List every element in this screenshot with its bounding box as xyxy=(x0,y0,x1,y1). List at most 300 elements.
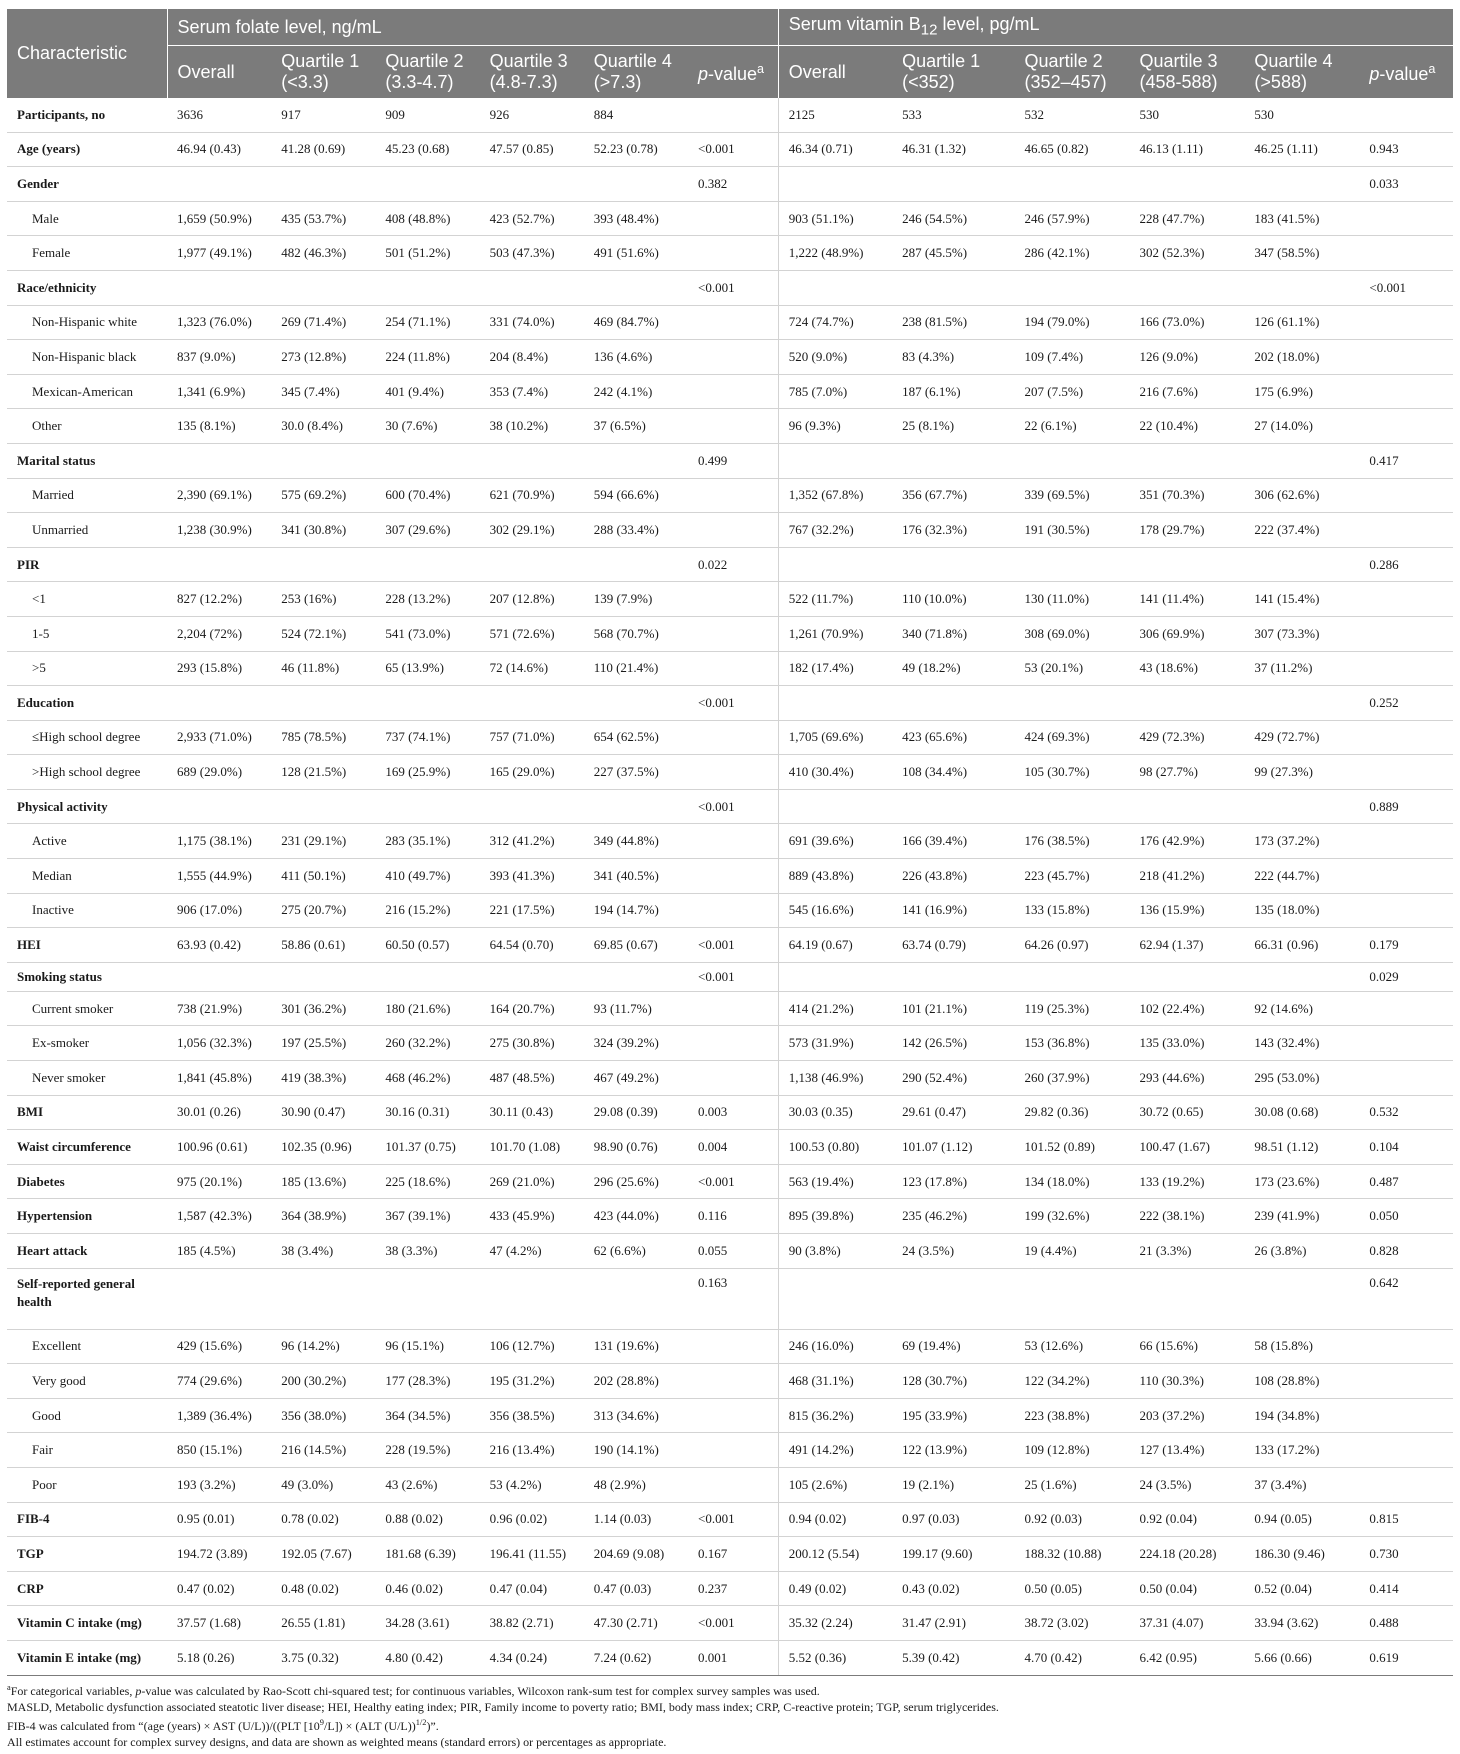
table-cell: 110 (21.4%) xyxy=(584,651,688,686)
table-cell: 393 (41.3%) xyxy=(480,859,584,894)
table-cell: 1,389 (36.4%) xyxy=(167,1398,271,1433)
row-label: Heart attack xyxy=(7,1234,167,1269)
table-cell: 0.488 xyxy=(1359,1606,1453,1641)
row-label: CRP xyxy=(7,1571,167,1606)
table-cell: 837 (9.0%) xyxy=(167,340,271,375)
table-cell: 38.72 (3.02) xyxy=(1015,1606,1130,1641)
table-cell: 64.54 (0.70) xyxy=(480,928,584,963)
row-label: BMI xyxy=(7,1095,167,1130)
table-cell: 364 (34.5%) xyxy=(375,1398,479,1433)
table-cell: 69 (19.4%) xyxy=(892,1329,1014,1364)
table-cell: 1,352 (67.8%) xyxy=(778,478,892,513)
table-cell: 173 (37.2%) xyxy=(1244,824,1359,859)
table-cell: 0.46 (0.02) xyxy=(375,1571,479,1606)
table-cell xyxy=(688,755,778,790)
table-row xyxy=(7,270,1453,305)
table-cell xyxy=(1129,443,1244,478)
table-cell xyxy=(584,547,688,582)
table-cell: 108 (34.4%) xyxy=(892,755,1014,790)
table-cell: 0.50 (0.04) xyxy=(1129,1571,1244,1606)
table-cell xyxy=(1359,893,1453,928)
table-container xyxy=(7,9,1453,1750)
header-folate-p: p xyxy=(697,64,708,84)
table-cell: 83 (4.3%) xyxy=(892,340,1014,375)
table-cell: 35.32 (2.24) xyxy=(778,1606,892,1641)
table-cell xyxy=(1359,1433,1453,1468)
table-cell xyxy=(167,1268,271,1329)
table-cell: 827 (12.2%) xyxy=(167,582,271,617)
table-cell: 482 (46.3%) xyxy=(271,236,375,271)
table-cell: 31.47 (2.91) xyxy=(892,1606,1014,1641)
table-cell: 0.95 (0.01) xyxy=(167,1502,271,1537)
table-cell: 917 xyxy=(271,98,375,132)
footnote-3-b: /L]) × (ALT (U/L)) xyxy=(323,1718,416,1733)
table-cell: 165 (29.0%) xyxy=(480,755,584,790)
table-cell: 6.42 (0.95) xyxy=(1129,1640,1244,1675)
footnote-1-p: p xyxy=(135,1683,142,1698)
table-row xyxy=(7,789,1453,824)
table-cell: 100.53 (0.80) xyxy=(778,1130,892,1165)
table-cell: 594 (66.6%) xyxy=(584,478,688,513)
table-cell: 228 (19.5%) xyxy=(375,1433,479,1468)
table-row xyxy=(7,686,1453,721)
table-cell xyxy=(584,1268,688,1329)
table-cell: 225 (18.6%) xyxy=(375,1164,479,1199)
table-cell xyxy=(1359,201,1453,236)
table-cell xyxy=(778,789,892,824)
header-folate-q1: Quartile 1 (<3.3) xyxy=(271,46,375,99)
table-cell: 27 (14.0%) xyxy=(1244,409,1359,444)
table-cell: 331 (74.0%) xyxy=(480,305,584,340)
table-cell: 194 (79.0%) xyxy=(1015,305,1130,340)
table-cell: 63.74 (0.79) xyxy=(892,928,1014,963)
table-cell: 5.18 (0.26) xyxy=(167,1640,271,1675)
table-row xyxy=(7,132,1453,167)
table-cell: 293 (44.6%) xyxy=(1129,1061,1244,1096)
table-cell xyxy=(1015,789,1130,824)
table-cell: 196.41 (11.55) xyxy=(480,1537,584,1572)
table-cell: <0.001 xyxy=(688,928,778,963)
header-folate-q3: Quartile 3 (4.8-7.3) xyxy=(480,46,584,99)
header-b12-p: p xyxy=(1369,64,1380,84)
table-row xyxy=(7,1571,1453,1606)
table-cell: 275 (30.8%) xyxy=(480,1026,584,1061)
table-cell xyxy=(1015,962,1130,991)
table-cell xyxy=(271,547,375,582)
table-cell: 774 (29.6%) xyxy=(167,1364,271,1399)
table-cell: 0.48 (0.02) xyxy=(271,1571,375,1606)
table-cell: 408 (48.8%) xyxy=(375,201,479,236)
table-cell: 105 (30.7%) xyxy=(1015,755,1130,790)
table-cell: 52.23 (0.78) xyxy=(584,132,688,167)
table-cell: 204 (8.4%) xyxy=(480,340,584,375)
row-label: FIB-4 xyxy=(7,1502,167,1537)
table-cell: 58.86 (0.61) xyxy=(271,928,375,963)
table-cell: 96 (9.3%) xyxy=(778,409,892,444)
table-cell: 126 (61.1%) xyxy=(1244,305,1359,340)
table-cell: 884 xyxy=(584,98,688,132)
table-cell: 600 (70.4%) xyxy=(375,478,479,513)
table-cell: 4.34 (0.24) xyxy=(480,1640,584,1675)
table-cell xyxy=(778,686,892,721)
table-cell xyxy=(1359,755,1453,790)
table-cell: 423 (44.0%) xyxy=(584,1199,688,1234)
table-cell: 0.179 xyxy=(1359,928,1453,963)
table-cell: 1,138 (46.9%) xyxy=(778,1061,892,1096)
row-label: Vitamin C intake (mg) xyxy=(7,1606,167,1641)
table-cell: 286 (42.1%) xyxy=(1015,236,1130,271)
table-cell: 1,056 (32.3%) xyxy=(167,1026,271,1061)
table-cell: 1,841 (45.8%) xyxy=(167,1061,271,1096)
table-cell: 177 (28.3%) xyxy=(375,1364,479,1399)
table-cell xyxy=(1244,789,1359,824)
table-cell: 64.26 (0.97) xyxy=(1015,928,1130,963)
table-cell xyxy=(688,1467,778,1502)
table-cell: 176 (38.5%) xyxy=(1015,824,1130,859)
table-cell xyxy=(480,547,584,582)
table-cell: 0.286 xyxy=(1359,547,1453,582)
table-cell xyxy=(688,1364,778,1399)
table-cell xyxy=(688,98,778,132)
table-cell: 221 (17.5%) xyxy=(480,893,584,928)
table-row xyxy=(7,1364,1453,1399)
table-cell: 30.16 (0.31) xyxy=(375,1095,479,1130)
table-cell: 38 (3.3%) xyxy=(375,1234,479,1269)
table-cell: 235 (46.2%) xyxy=(892,1199,1014,1234)
table-cell: 62 (6.6%) xyxy=(584,1234,688,1269)
table-cell: 98 (27.7%) xyxy=(1129,755,1244,790)
table-cell: 110 (10.0%) xyxy=(892,582,1014,617)
table-cell: 169 (25.9%) xyxy=(375,755,479,790)
row-label: Non-Hispanic black xyxy=(7,340,167,375)
row-label: <1 xyxy=(7,582,167,617)
table-row xyxy=(7,859,1453,894)
header-folate-overall: Overall xyxy=(167,46,271,99)
table-cell: 207 (12.8%) xyxy=(480,582,584,617)
table-cell: 202 (28.8%) xyxy=(584,1364,688,1399)
table-row xyxy=(7,824,1453,859)
table-cell xyxy=(167,547,271,582)
table-cell: 0.619 xyxy=(1359,1640,1453,1675)
table-cell: 195 (33.9%) xyxy=(892,1398,1014,1433)
table-cell: 37 (11.2%) xyxy=(1244,651,1359,686)
table-cell: 153 (36.8%) xyxy=(1015,1026,1130,1061)
table-cell: 339 (69.5%) xyxy=(1015,478,1130,513)
table-cell: 0.237 xyxy=(688,1571,778,1606)
table-cell xyxy=(584,686,688,721)
table-cell: 345 (7.4%) xyxy=(271,374,375,409)
table-cell: 575 (69.2%) xyxy=(271,478,375,513)
table-cell: 62.94 (1.37) xyxy=(1129,928,1244,963)
table-cell xyxy=(584,443,688,478)
table-cell: 180 (21.6%) xyxy=(375,991,479,1026)
table-cell: 283 (35.1%) xyxy=(375,824,479,859)
header-folate-p-suffix: -value xyxy=(708,64,758,84)
table-cell: 194 (14.7%) xyxy=(584,893,688,928)
table-cell: 166 (39.4%) xyxy=(892,824,1014,859)
table-cell xyxy=(167,789,271,824)
table-cell xyxy=(480,1268,584,1329)
table-cell: 46.25 (1.11) xyxy=(1244,132,1359,167)
table-cell: 110 (30.3%) xyxy=(1129,1364,1244,1399)
table-cell xyxy=(1129,547,1244,582)
table-cell: 30.72 (0.65) xyxy=(1129,1095,1244,1130)
header-characteristic: Characteristic xyxy=(7,9,167,98)
table-row xyxy=(7,443,1453,478)
table-cell xyxy=(1359,582,1453,617)
table-cell: 96 (15.1%) xyxy=(375,1329,479,1364)
table-cell: 410 (30.4%) xyxy=(778,755,892,790)
table-cell: 200.12 (5.54) xyxy=(778,1537,892,1572)
row-label: Diabetes xyxy=(7,1164,167,1199)
table-cell: 468 (46.2%) xyxy=(375,1061,479,1096)
table-cell: 191 (30.5%) xyxy=(1015,513,1130,548)
table-cell: 312 (41.2%) xyxy=(480,824,584,859)
table-cell: 0.414 xyxy=(1359,1571,1453,1606)
table-cell: 135 (8.1%) xyxy=(167,409,271,444)
footnote-1 xyxy=(7,1680,1453,1699)
row-label: Marital status xyxy=(7,443,167,478)
row-label: Other xyxy=(7,409,167,444)
table-cell: 1,261 (70.9%) xyxy=(778,616,892,651)
table-cell: 0.43 (0.02) xyxy=(892,1571,1014,1606)
row-label: TGP xyxy=(7,1537,167,1572)
table-row xyxy=(7,1502,1453,1537)
characteristics-table xyxy=(7,9,1453,1676)
table-cell xyxy=(584,270,688,305)
table-cell xyxy=(892,270,1014,305)
table-cell: 25 (1.6%) xyxy=(1015,1467,1130,1502)
table-cell: 216 (13.4%) xyxy=(480,1433,584,1468)
table-cell: 102 (22.4%) xyxy=(1129,991,1244,1026)
table-cell: 0.104 xyxy=(1359,1130,1453,1165)
table-cell: 185 (13.6%) xyxy=(271,1164,375,1199)
table-cell xyxy=(778,962,892,991)
table-cell: 100.47 (1.67) xyxy=(1129,1130,1244,1165)
table-cell: 127 (13.4%) xyxy=(1129,1433,1244,1468)
table-cell xyxy=(167,686,271,721)
table-cell: 269 (21.0%) xyxy=(480,1164,584,1199)
table-cell: 926 xyxy=(480,98,584,132)
row-label: Education xyxy=(7,686,167,721)
table-cell: 2125 xyxy=(778,98,892,132)
table-cell: 545 (16.6%) xyxy=(778,893,892,928)
table-cell: 30 (7.6%) xyxy=(375,409,479,444)
table-cell: 468 (31.1%) xyxy=(778,1364,892,1399)
table-cell xyxy=(1359,98,1453,132)
table-cell xyxy=(688,651,778,686)
table-cell xyxy=(1359,720,1453,755)
table-cell: <0.001 xyxy=(688,1502,778,1537)
row-label: Waist circumference xyxy=(7,1130,167,1165)
table-cell: 26 (3.8%) xyxy=(1244,1234,1359,1269)
table-cell: 532 xyxy=(1015,98,1130,132)
table-cell xyxy=(1359,824,1453,859)
table-cell: 469 (84.7%) xyxy=(584,305,688,340)
table-cell: 2,390 (69.1%) xyxy=(167,478,271,513)
table-cell: 621 (70.9%) xyxy=(480,478,584,513)
footnote-1-a: For categorical variables, xyxy=(10,1683,136,1698)
table-cell xyxy=(167,270,271,305)
table-cell xyxy=(688,859,778,894)
table-cell: 5.39 (0.42) xyxy=(892,1640,1014,1675)
table-cell: 194 (34.8%) xyxy=(1244,1398,1359,1433)
table-cell: 47.57 (0.85) xyxy=(480,132,584,167)
row-label: Physical activity xyxy=(7,789,167,824)
table-row xyxy=(7,201,1453,236)
table-cell xyxy=(688,1061,778,1096)
footnote-1-sup: a xyxy=(7,1682,11,1692)
table-cell xyxy=(480,789,584,824)
table-cell: 166 (73.0%) xyxy=(1129,305,1244,340)
table-cell xyxy=(375,547,479,582)
table-cell xyxy=(892,789,1014,824)
table-cell xyxy=(1244,1268,1359,1329)
table-cell: 302 (29.1%) xyxy=(480,513,584,548)
table-cell xyxy=(778,270,892,305)
table-cell: 43 (18.6%) xyxy=(1129,651,1244,686)
table-row xyxy=(7,236,1453,271)
table-cell xyxy=(271,686,375,721)
table-cell xyxy=(1359,340,1453,375)
table-cell: 222 (37.4%) xyxy=(1244,513,1359,548)
header-folate-p-sup: a xyxy=(757,62,765,76)
table-cell: 0.487 xyxy=(1359,1164,1453,1199)
header-b12-overall: Overall xyxy=(778,46,892,99)
table-cell: 224 (11.8%) xyxy=(375,340,479,375)
row-label: Poor xyxy=(7,1467,167,1502)
table-cell: 128 (21.5%) xyxy=(271,755,375,790)
table-cell xyxy=(688,991,778,1026)
table-cell: 101 (21.1%) xyxy=(892,991,1014,1026)
table-cell: 2,204 (72%) xyxy=(167,616,271,651)
table-cell: 108 (28.8%) xyxy=(1244,1364,1359,1399)
table-cell xyxy=(271,167,375,202)
table-cell: 785 (7.0%) xyxy=(778,374,892,409)
table-cell: 178 (29.7%) xyxy=(1129,513,1244,548)
row-label: Non-Hispanic white xyxy=(7,305,167,340)
table-cell: 353 (7.4%) xyxy=(480,374,584,409)
table-cell: 122 (34.2%) xyxy=(1015,1364,1130,1399)
table-cell: 101.70 (1.08) xyxy=(480,1130,584,1165)
table-row xyxy=(7,1268,1453,1329)
table-cell: 306 (69.9%) xyxy=(1129,616,1244,651)
table-cell: 38 (3.4%) xyxy=(271,1234,375,1269)
table-cell xyxy=(375,167,479,202)
table-cell: 0.94 (0.02) xyxy=(778,1502,892,1537)
table-cell xyxy=(1359,236,1453,271)
table-cell xyxy=(1244,167,1359,202)
table-cell: 0.116 xyxy=(688,1199,778,1234)
table-cell: 47 (4.2%) xyxy=(480,1234,584,1269)
table-cell: 123 (17.8%) xyxy=(892,1164,1014,1199)
table-cell: 0.92 (0.04) xyxy=(1129,1502,1244,1537)
table-cell xyxy=(1359,991,1453,1026)
table-cell xyxy=(1244,686,1359,721)
table-cell: 689 (29.0%) xyxy=(167,755,271,790)
table-cell: 133 (19.2%) xyxy=(1129,1164,1244,1199)
table-cell: 181.68 (6.39) xyxy=(375,1537,479,1572)
table-cell: 136 (4.6%) xyxy=(584,340,688,375)
table-cell: 1,977 (49.1%) xyxy=(167,236,271,271)
footnote-3-c: )”. xyxy=(426,1718,439,1733)
table-cell: 260 (37.9%) xyxy=(1015,1061,1130,1096)
table-cell xyxy=(688,1026,778,1061)
table-cell: 53 (12.6%) xyxy=(1015,1329,1130,1364)
table-cell: 524 (72.1%) xyxy=(271,616,375,651)
table-cell: 185 (4.5%) xyxy=(167,1234,271,1269)
table-cell: 186.30 (9.46) xyxy=(1244,1537,1359,1572)
table-cell xyxy=(778,443,892,478)
table-cell: 142 (26.5%) xyxy=(892,1026,1014,1061)
header-b12-p-suffix: -value xyxy=(1379,64,1429,84)
table-cell: 308 (69.0%) xyxy=(1015,616,1130,651)
table-cell: 22 (10.4%) xyxy=(1129,409,1244,444)
table-cell: 0.94 (0.05) xyxy=(1244,1502,1359,1537)
row-label: ≤High school degree xyxy=(7,720,167,755)
table-cell: 190 (14.1%) xyxy=(584,1433,688,1468)
table-cell: 119 (25.3%) xyxy=(1015,991,1130,1026)
table-cell xyxy=(1359,1329,1453,1364)
table-cell xyxy=(1359,1364,1453,1399)
table-cell: 48 (2.9%) xyxy=(584,1467,688,1502)
table-cell: 188.32 (10.88) xyxy=(1015,1537,1130,1572)
table-cell: 207 (7.5%) xyxy=(1015,374,1130,409)
table-cell xyxy=(1359,859,1453,894)
table-cell: 204.69 (9.08) xyxy=(584,1537,688,1572)
table-cell xyxy=(1359,513,1453,548)
table-cell: 0.52 (0.04) xyxy=(1244,1571,1359,1606)
table-cell xyxy=(892,547,1014,582)
table-cell: 21 (3.3%) xyxy=(1129,1234,1244,1269)
table-cell: 0.004 xyxy=(688,1130,778,1165)
row-label: Very good xyxy=(7,1364,167,1399)
table-cell: 141 (15.4%) xyxy=(1244,582,1359,617)
table-cell: 47.30 (2.71) xyxy=(584,1606,688,1641)
table-cell: 1,555 (44.9%) xyxy=(167,859,271,894)
table-cell xyxy=(688,305,778,340)
table-row xyxy=(7,755,1453,790)
table-cell xyxy=(271,443,375,478)
table-cell xyxy=(688,893,778,928)
table-cell: 347 (58.5%) xyxy=(1244,236,1359,271)
table-row xyxy=(7,1164,1453,1199)
table-cell: 501 (51.2%) xyxy=(375,236,479,271)
table-cell: 307 (29.6%) xyxy=(375,513,479,548)
table-cell xyxy=(778,167,892,202)
table-cell: 724 (74.7%) xyxy=(778,305,892,340)
table-cell: 92 (14.6%) xyxy=(1244,991,1359,1026)
table-row xyxy=(7,340,1453,375)
table-cell xyxy=(480,686,584,721)
table-cell: 253 (16%) xyxy=(271,582,375,617)
table-cell: 296 (25.6%) xyxy=(584,1164,688,1199)
table-cell: 182 (17.4%) xyxy=(778,651,892,686)
table-cell: 223 (45.7%) xyxy=(1015,859,1130,894)
table-cell: 19 (2.1%) xyxy=(892,1467,1014,1502)
table-cell: 46.13 (1.11) xyxy=(1129,132,1244,167)
header-b12-group xyxy=(778,9,1453,46)
footnote-4: All estimates account for complex survey designs, and data are shown as weighted means (standard errors) or percentages as appropriate. xyxy=(7,1734,667,1749)
table-cell xyxy=(778,547,892,582)
table-cell xyxy=(271,789,375,824)
header-b12-p-sup: a xyxy=(1428,62,1436,76)
table-cell xyxy=(1244,270,1359,305)
table-cell: 246 (54.5%) xyxy=(892,201,1014,236)
table-cell: 0.022 xyxy=(688,547,778,582)
table-cell xyxy=(892,1268,1014,1329)
table-row xyxy=(7,1640,1453,1675)
